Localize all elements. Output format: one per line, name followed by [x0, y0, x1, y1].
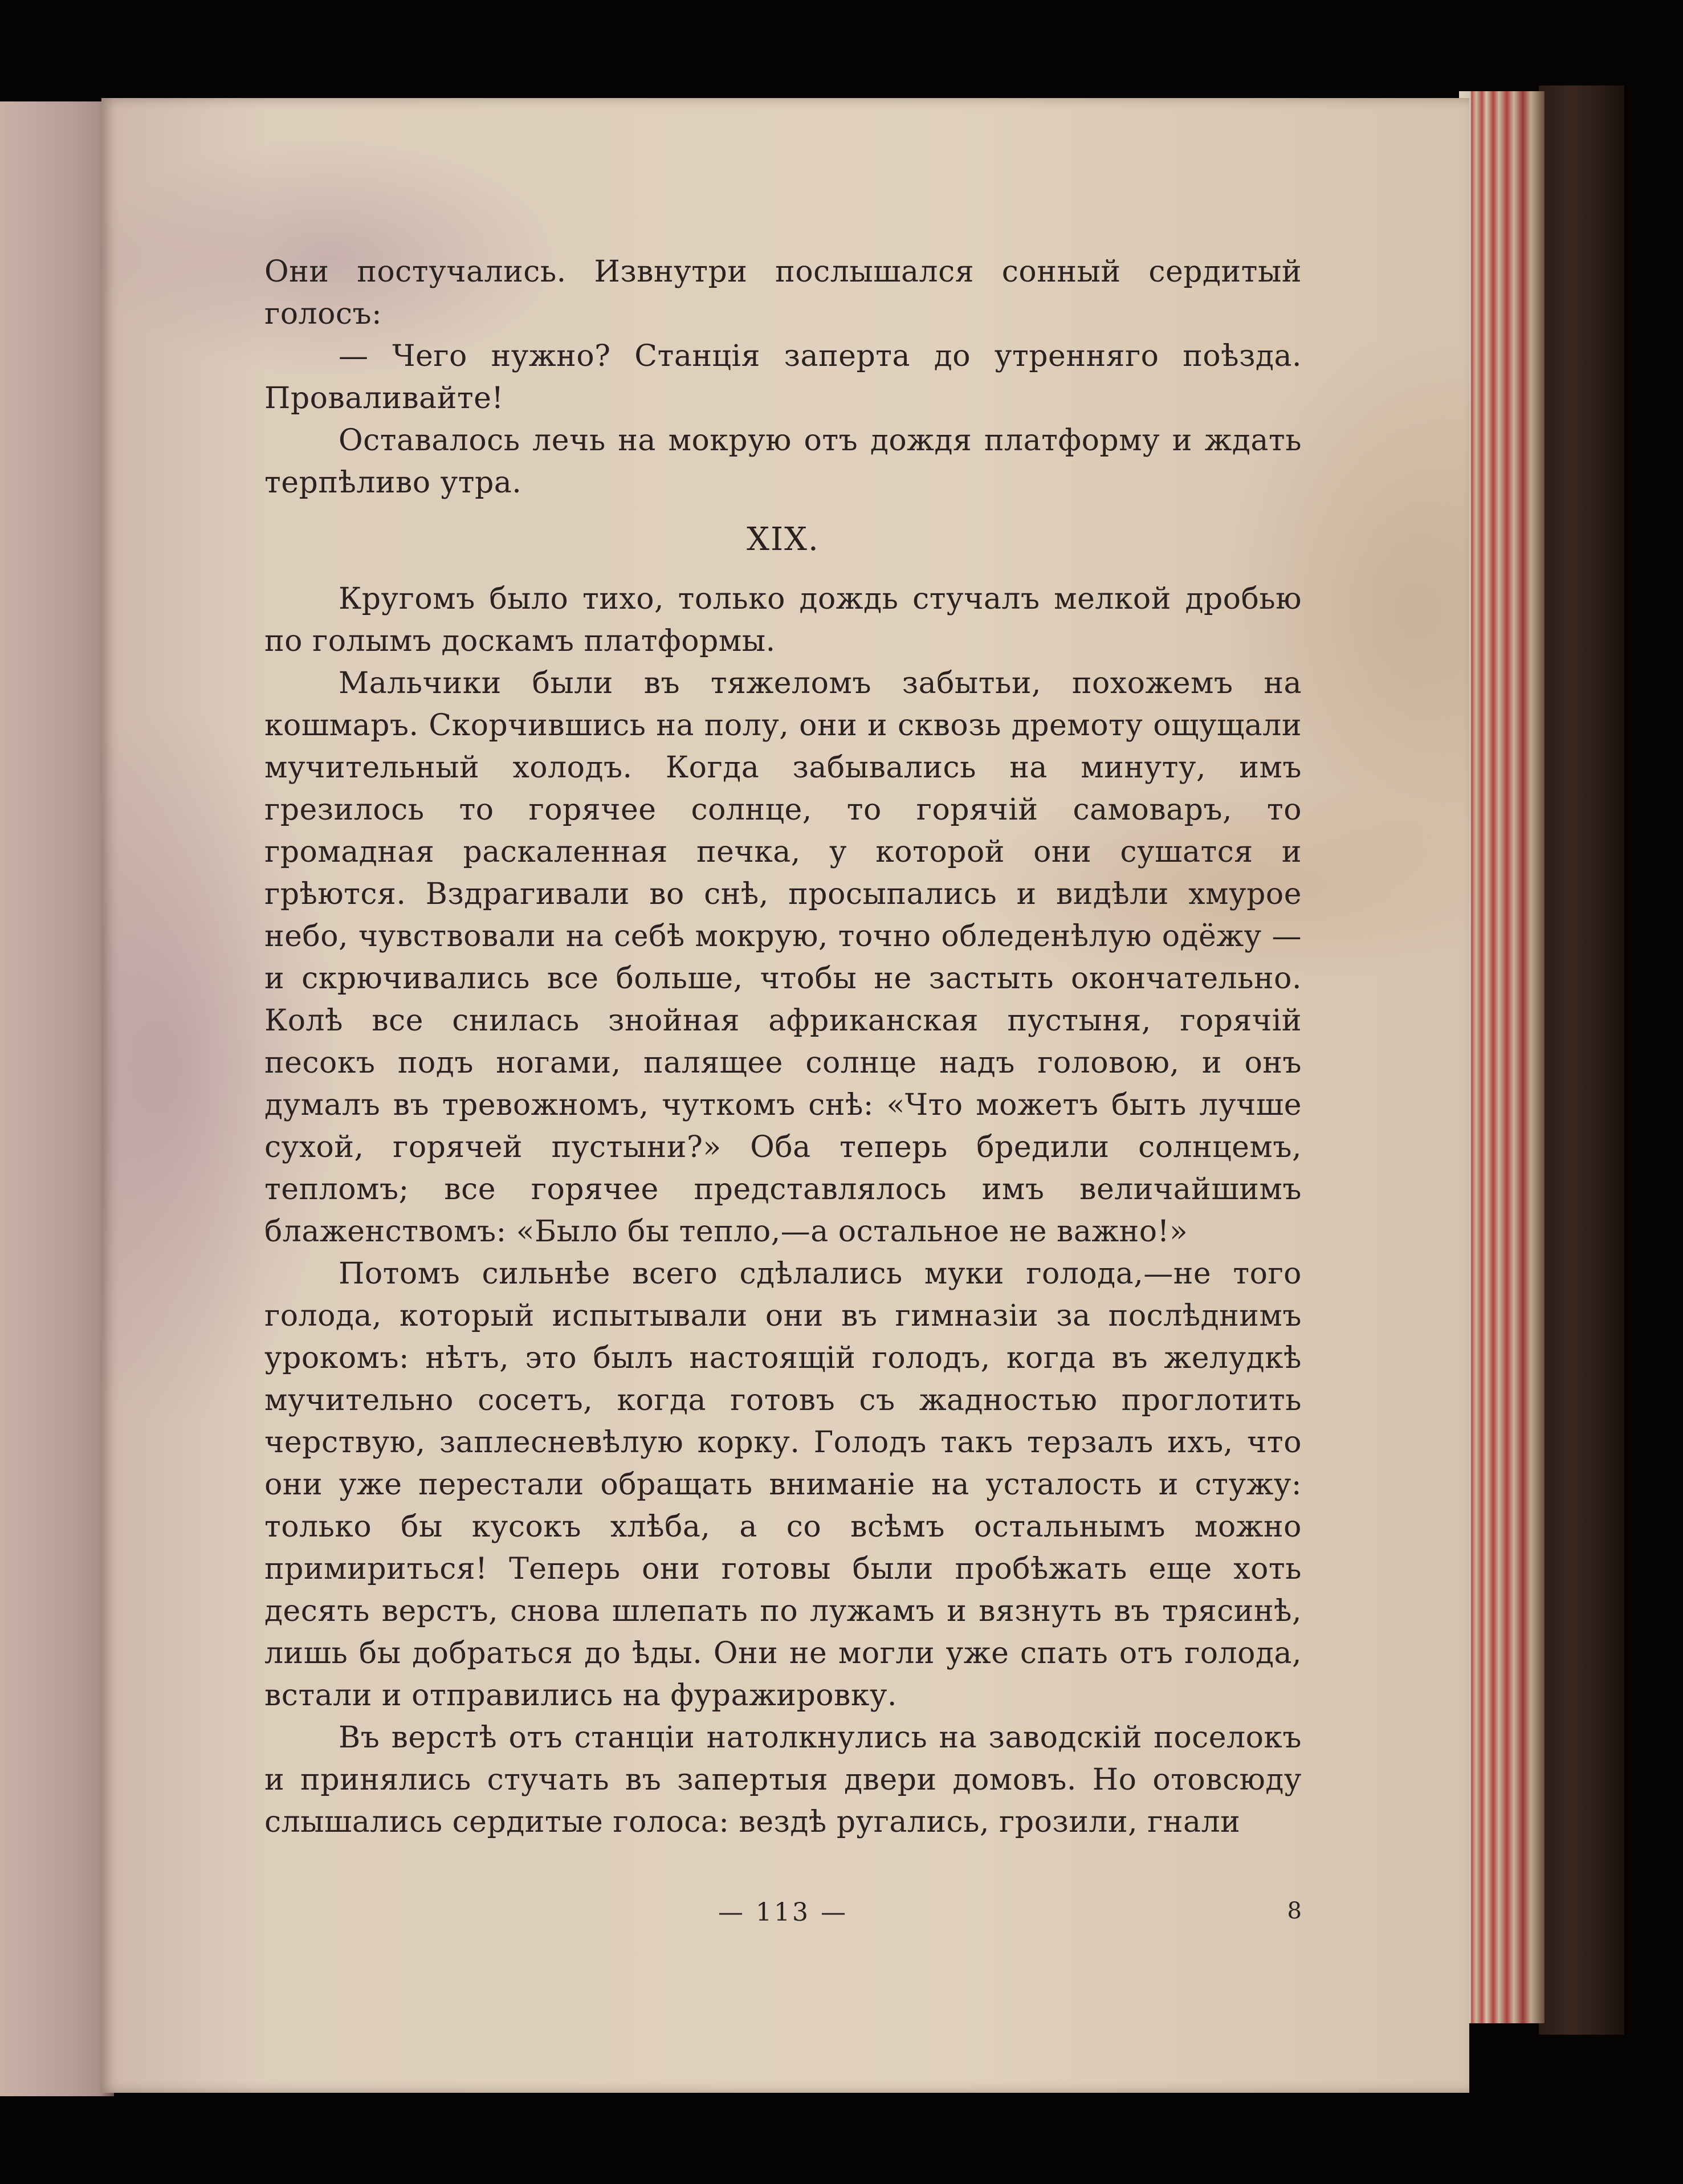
paragraph: Они постучались. Извнутри послышался сонный сердитый голосъ: [264, 255, 1302, 331]
signature-mark: 8 [1287, 1898, 1302, 1924]
paragraph: Оставалось лечь на мокрую отъ дождя платформу и ждать терпѣливо утра. [264, 423, 1302, 500]
book-cover [1539, 85, 1624, 2035]
chapter-heading: XIX. [747, 521, 820, 558]
page-text [264, 251, 1302, 1843]
page-footer [264, 1898, 1302, 1932]
page-edges [1459, 91, 1545, 2023]
previous-page-edge [0, 101, 114, 2096]
paragraph: — Чего нужно? Станцiя заперта до утренняго поѣзда. Проваливайте! [264, 339, 1302, 415]
paragraph: Мальчики были въ тяжеломъ забытьи, похожемъ на кошмаръ. Скорчившись на полу, они и сквозь дремоту ощущали мучительный холодъ. Когда забывались на минуту, имъ грезилось то горячее солнце, то горячiй самоваръ, то громадная раскаленная печка, у которой они сушатся и грѣются. Вздрагивали во снѣ, просыпались и видѣли хмурое небо, чувствовали на себѣ мокрую, точно обледенѣлую одёжу — и скрючивались все больше, чтобы не застыть окончательно. Колѣ все снилась знойная африканская пустыня, горячiй песокъ подъ ногами, палящее солнце надъ головою, и онъ думалъ въ тревожномъ, чуткомъ снѣ: «Что можетъ быть лучше сухой, горячей пустыни?» Оба теперь бредили солнцемъ, тепломъ; все горячее представлялось имъ величайшимъ блаженствомъ: «Было бы тепло,—а остальное не важно!» [264, 666, 1302, 1249]
page-number: — 113 — [718, 1898, 848, 1927]
paragraph: Потомъ сильнѣе всего сдѣлались муки голода,—не того голода, который испытывали они въ гимназiи за послѣднимъ урокомъ: нѣтъ, это былъ настоящiй голодъ, когда въ желудкѣ мучительно сосетъ, когда готовъ съ жадностью проглотить черствую, заплесневѣлую корку. Голодъ такъ терзалъ ихъ, что они уже перестали обращать вниманiе на усталость и стужу: только бы кусокъ хлѣба, а со всѣмъ остальнымъ можно примириться! Теперь они готовы были пробѣжать еще хоть десять верстъ, снова шлепать по лужамъ и вязнуть въ трясинѣ, лишь бы добраться до ѣды. Они не могли уже спать отъ голода, встали и отправились на фуражировку. [264, 1257, 1302, 1713]
paragraph: Кругомъ было тихо, только дождь стучалъ мелкой дробью по голымъ доскамъ платформы. [264, 582, 1302, 658]
paragraph: Въ верстѣ отъ станцiи натолкнулись на заводскiй поселокъ и принялись стучать въ запертыя двери домовъ. Но отовсюду слышались сердитые голоса: вездѣ ругались, грозили, гнали [264, 1721, 1302, 1839]
